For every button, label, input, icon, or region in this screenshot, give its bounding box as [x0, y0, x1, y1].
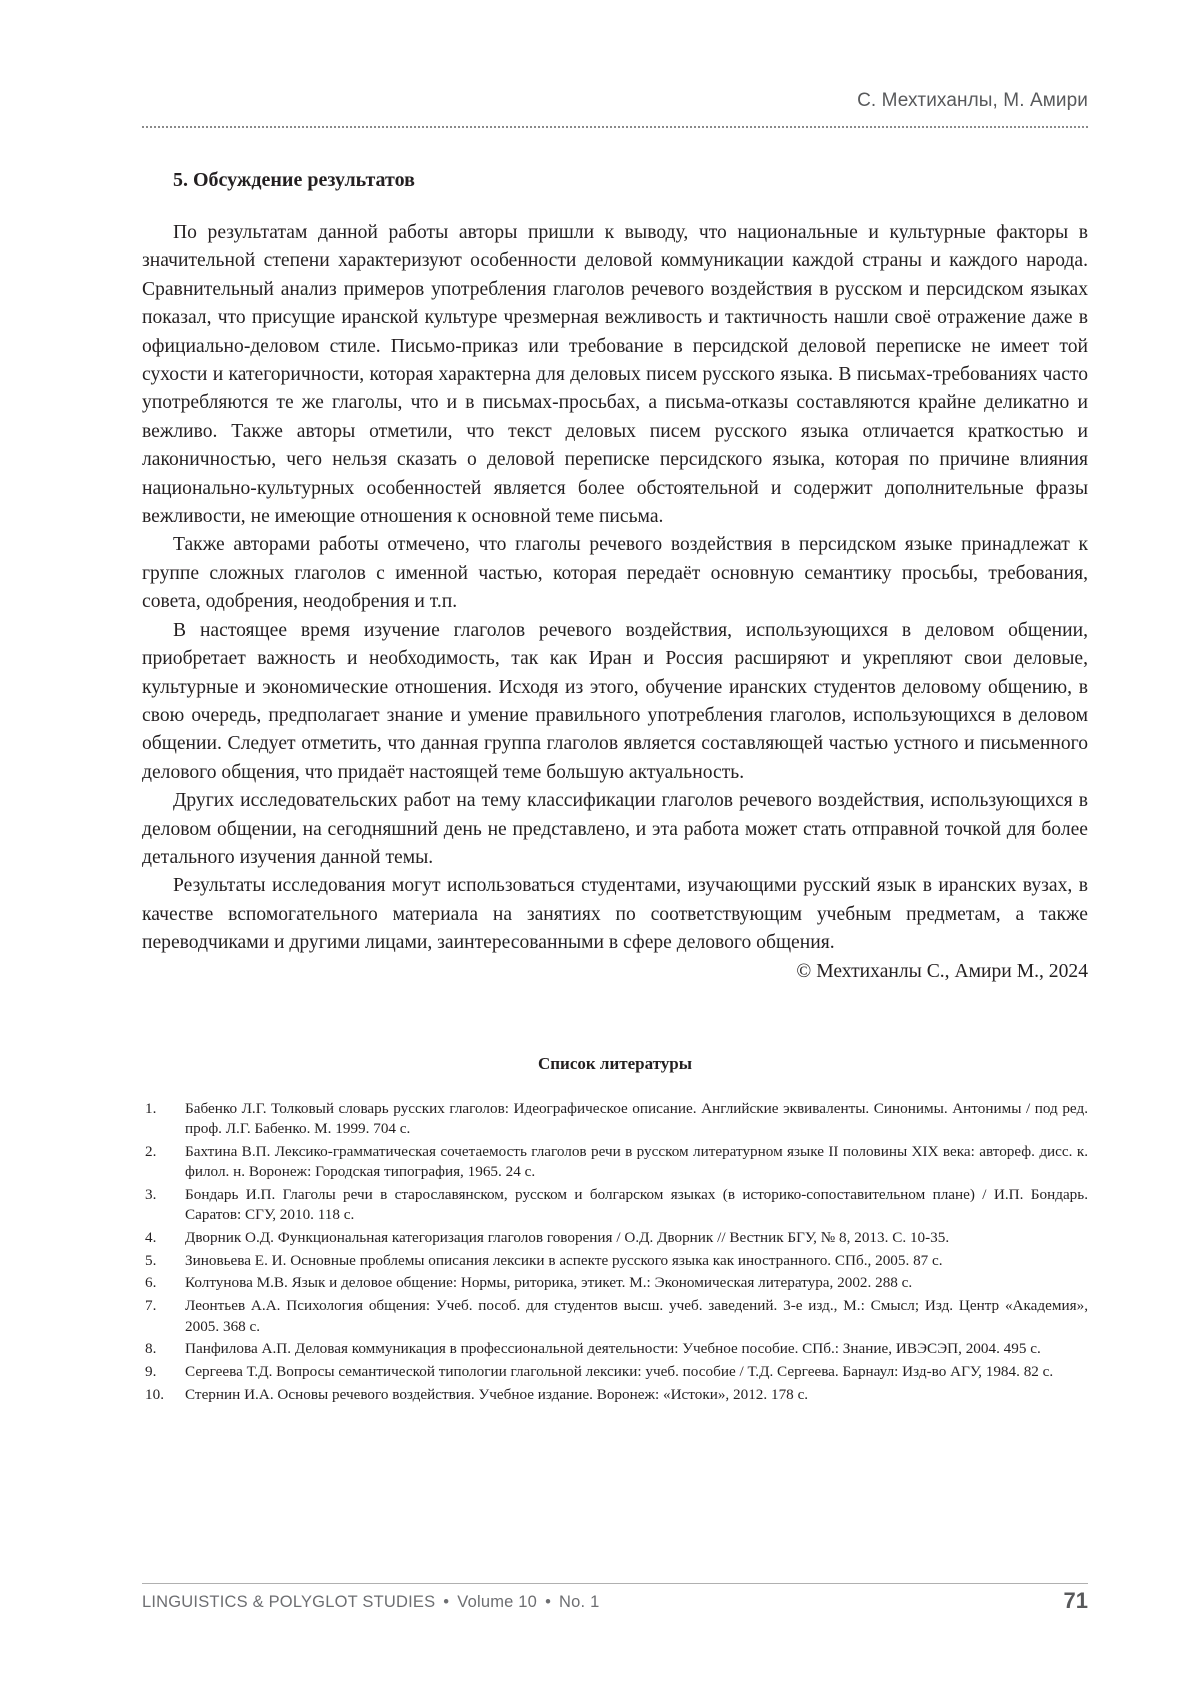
reference-number: 6. — [145, 1274, 157, 1292]
paragraph: Результаты исследования могут использоваться студентами, изучающими русский язык в иранских вузах, в качестве вспомогательного материала на занятиях по соответствующим учебным предметам, а также переводчиками и другими лицами, заинтересованными в сфере делового общения. — [142, 875, 1088, 954]
copyright-line: © Мехтиханлы С., Амири М., 2024 — [796, 960, 1088, 982]
reference-item — [142, 1362, 1088, 1382]
paragraph: В настоящее время изучение глаголов речевого воздействия, использующихся в деловом общении, приобретает важность и необходимость, так как Иран и Россия расширяют и укрепляют свои деловые, культурные и экономические отношения. Исходя из этого, обучение иранских студентов деловому общению, в свою очередь, предполагает знание и умение правильного употребления глаголов, использующихся в деловом общении. Следует отметить, что данная группа глаголов является составляющей частью устного и письменного делового общения, что придаёт настоящей теме большую актуальность. — [142, 619, 1088, 783]
reference-text: Бахтина В.П. Лексико-грамматическая сочетаемость глаголов речи в русском литературном языке II половины XIX века: автореф. дисс. к. филол. н. Воронеж: Городская типография, 1965. 24 с. — [185, 1142, 1088, 1180]
reference-item — [142, 1228, 1088, 1248]
reference-text: Зиновьева Е. И. Основные проблемы описания лексики в аспекте русского языка как иностранного. СПб., 2005. 87 с. — [185, 1251, 943, 1269]
reference-item — [142, 1296, 1088, 1337]
reference-number: 5. — [145, 1251, 157, 1269]
reference-item — [142, 1273, 1088, 1293]
section-title: 5. Обсуждение результатов — [173, 169, 415, 191]
header-divider — [142, 126, 1088, 128]
references-title: Список литературы — [537, 1053, 693, 1073]
footer-divider — [142, 1583, 1088, 1584]
running-head-authors: С. Мехтиханлы, М. Амири — [857, 90, 1088, 111]
reference-number: 8. — [145, 1340, 157, 1358]
reference-item — [142, 1339, 1088, 1359]
reference-text: Леонтьев А.А. Психология общения: Учеб. пособ. для студентов высш. учеб. заведений. 3-е изд., М.: Смысл; Изд. Центр «Академия», 2005. 368 с. — [185, 1297, 1088, 1335]
paragraph: Также авторами работы отмечено, что глаголы речевого воздействия в персидском языке принадлежат к группе сложных глаголов с именной частью, которая передаёт основную семантику просьбы, требования, совета, одобрения, неодобрения и т.п. — [142, 534, 1088, 613]
reference-item — [142, 1185, 1088, 1226]
reference-number: 10. — [145, 1385, 164, 1403]
reference-text: Бабенко Л.Г. Толковый словарь русских глаголов: Идеографическое описание. Английские эквиваленты. Синонимы. Антонимы / под ред. проф. Л.Г. Бабенко. М. 1999. 704 с. — [185, 1099, 1088, 1137]
reference-number: 2. — [145, 1142, 157, 1160]
reference-text: Колтунова М.В. Язык и деловое общение: Нормы, риторика, этикет. М.: Экономическая литература, 2002. 288 с. — [185, 1274, 913, 1292]
reference-text: Сергеева Т.Д. Вопросы семантической типологии глагольной лексики: учеб. пособие / Т.Д. Сергеева. Барнаул: Изд-во АГУ, 1984. 82 с. — [185, 1363, 1054, 1381]
reference-text: Дворник О.Д. Функциональная категоризация глаголов говорения / О.Д. Дворник // Вестник БГУ, № 8, 2013. С. 10-35. — [185, 1228, 950, 1246]
reference-item — [142, 1251, 1088, 1271]
paragraph: По результатам данной работы авторы пришли к выводу, что национальные и культурные факторы в значительной степени характеризуют особенности деловой коммуникации каждой страны и каждого народа. Сравнительный анализ примеров употребления глаголов речевого воздействия в русском и персидском языках показал, что присущие иранской культуре чрезмерная вежливость и тактичность нашли своё отражение даже в официально-деловом стиле. Письмо-приказ или требование в персидской деловой переписке не имеет той сухости и категоричности, которая характерна для деловых писем русского языка. В письмах-требованиях часто употребляются те же глаголы, что и в письмах-просьбах, а письма-отказы составляются крайне деликатно и вежливо. Также авторы отметили, что текст деловых писем русского языка отличается краткостью и лаконичностью, чего нельзя сказать о деловой переписке персидского языка, которая по причине влияния национально-культурных особенностей является более обстоятельной и содержит дополнительные фразы вежливости, не имеющие отношения к основной теме письма. — [142, 222, 1088, 528]
paragraph: Других исследовательских работ на тему классификации глаголов речевого воздействия, использующихся в деловом общении, на сегодняшний день не представлено, и эта работа может стать отправной точкой для более детального изучения данной темы. — [142, 790, 1088, 868]
main-content — [142, 166, 1088, 1408]
separator-dot: • — [443, 1593, 450, 1611]
reference-number: 7. — [145, 1297, 157, 1315]
journal-issue: No. 1 — [559, 1593, 600, 1611]
reference-item — [142, 1099, 1088, 1140]
separator-dot: • — [545, 1593, 552, 1611]
reference-text: Бондарь И.П. Глаголы речи в старославянском, русском и болгарском языках (в историко-сопоставительном плане) / И.П. Бондарь. Саратов: СГУ, 2010. 118 с. — [185, 1185, 1088, 1224]
journal-title: LINGUISTICS & POLYGLOT STUDIES — [142, 1593, 436, 1611]
reference-item — [142, 1142, 1088, 1183]
reference-number: 1. — [145, 1099, 157, 1117]
journal-info — [142, 1593, 599, 1612]
page-number: 71 — [1063, 1588, 1088, 1613]
reference-number: 9. — [145, 1363, 157, 1381]
journal-volume: Volume 10 — [457, 1593, 538, 1611]
reference-number: 4. — [145, 1228, 157, 1246]
reference-number: 3. — [145, 1185, 157, 1203]
section-body — [142, 219, 1088, 958]
reference-text: Панфилова А.П. Деловая коммуникация в профессиональной деятельности: Учебное пособие. СПб.: Знание, ИВЭСЭП, 2004. 495 с. — [185, 1340, 1041, 1358]
references-list — [142, 1099, 1088, 1406]
reference-text: Стернин И.А. Основы речевого воздействия. Учебное издание. Воронеж: «Истоки», 2012. 178 с. — [185, 1385, 809, 1403]
reference-item — [142, 1385, 1088, 1405]
